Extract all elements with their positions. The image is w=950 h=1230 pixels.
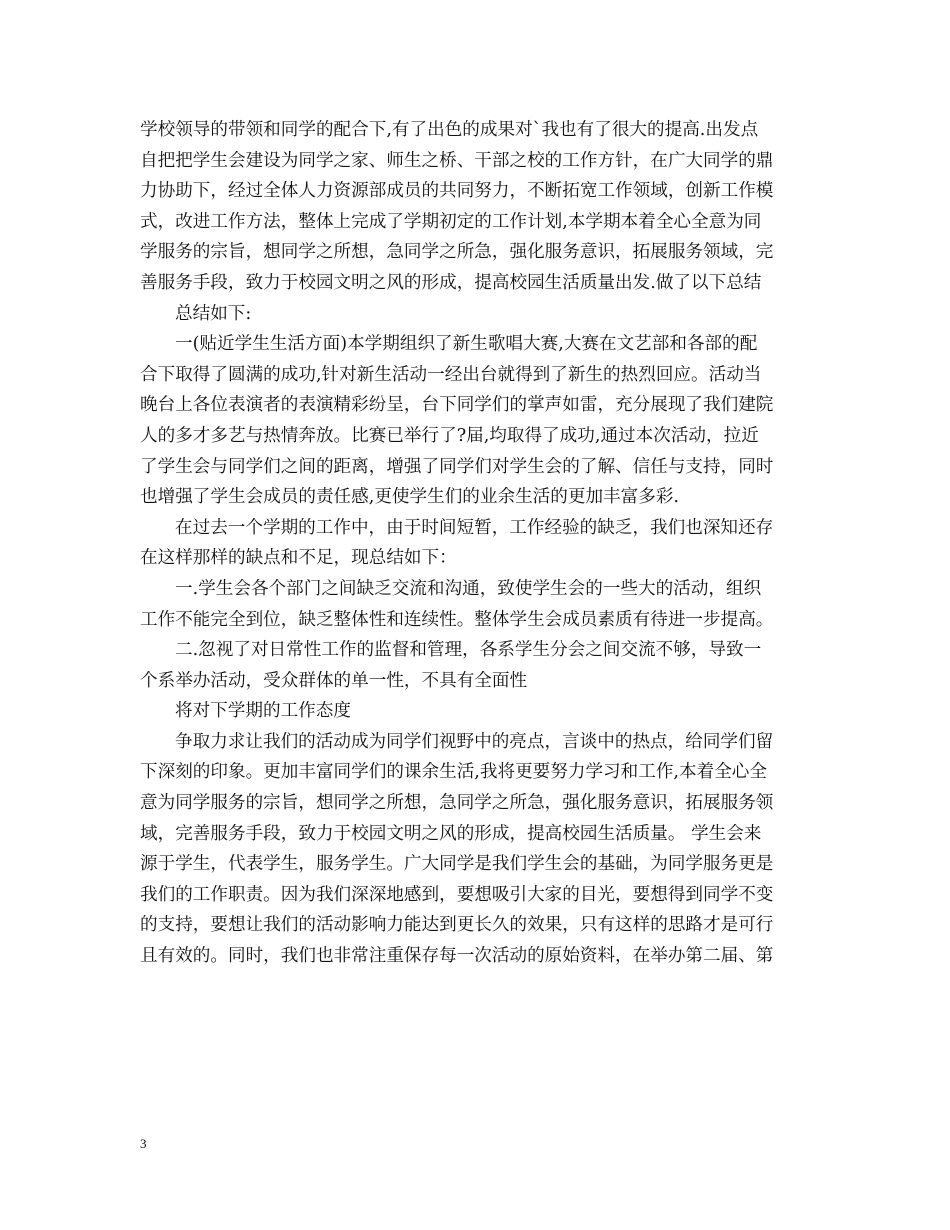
text-line: 二.忽视了对日常性工作的监督和管理，各系学生分会之间交流不够，导致一 <box>175 640 762 661</box>
text-line: 工作不能完全到位，缺乏整体性和连续性。整体学生会成员素质有待进一步提高。 <box>140 609 774 630</box>
text-line: 自把把学生会建设为同学之家、师生之桥、干部之校的工作方针，在广大同学的鼎 <box>140 150 774 171</box>
text-line: 我们的工作职责。因为我们深深地感到，要想吸引大家的目光，要想得到同学不变 <box>140 884 774 905</box>
text-line: 下深刻的印象。更加丰富同学们的课余生活,我将更要努力学习和工作,本着全心全 <box>140 762 767 783</box>
text-line: 且有效的。同时，我们也非常注重保存每一次活动的原始资料，在举办第二届、第 <box>140 946 774 967</box>
text-line: 了学生会与同学们之间的距离，增强了同学们对学生会的了解、信任与支持，同时 <box>140 456 774 477</box>
text-line: 合下取得了圆满的成功,针对新生活动一经出台就得到了新生的热烈回应。活动当 <box>140 364 762 385</box>
text-line: 学校领导的带领和同学的配合下,有了出色的成果对`我也有了很大的提高.出发点 <box>140 120 759 140</box>
text-line: 力协助下，经过全体人力资源部成员的共同努力，不断拓宽工作领域，创新工作模 <box>140 181 774 202</box>
text-line: 域，完善服务手段，致力于校园文明之风的形成，提高校园生活质量。 学生会来 <box>140 823 762 844</box>
text-line: 源于学生，代表学生，服务学生。广大同学是我们学生会的基础，为同学服务更是 <box>140 854 774 875</box>
text-line: 个系举办活动，受众群体的单一性，不具有全面性 <box>140 670 528 691</box>
body-text <box>140 115 812 972</box>
text-line: 晚台上各位表演者的表演精彩纷呈，台下同学们的掌声如雷，充分展现了我们建院 <box>140 395 774 416</box>
text-line: 善服务手段，致力于校园文明之风的形成，提高校园生活质量出发.做了以下总结 <box>140 272 762 293</box>
page-number: 3 <box>140 1136 147 1151</box>
text-line: 争取力求让我们的活动成为同学们视野中的亮点，言谈中的热点，给同学们留 <box>175 731 774 752</box>
text-line: 在过去一个学期的工作中，由于时间短暂，工作经验的缺乏，我们也深知还存 <box>175 517 774 538</box>
text-line: 将对下学期的工作态度 <box>175 701 351 722</box>
text-line: 式，改进工作方法，整体上完成了学期初定的工作计划,本学期本着全心全意为同 <box>140 211 762 232</box>
text-line: 在这样那样的缺点和不足，现总结如下： <box>140 548 457 569</box>
text-line: 意为同学服务的宗旨，想同学之所想，急同学之所急，强化服务意识，拓展服务领 <box>140 793 774 814</box>
text-line: 的支持，要想让我们的活动影响力能达到更长久的效果，只有这样的思路才是可行 <box>140 915 774 936</box>
text-line: 总结如下: <box>175 303 252 324</box>
text-line: 一.学生会各个部门之间缺乏交流和沟通，致使学生会的一些大的活动，组织 <box>175 578 762 599</box>
text-line: 人的多才多艺与热情奔放。比赛已举行了?届,均取得了成功,通过本次活动，拉近 <box>140 425 759 446</box>
text-line: 学服务的宗旨，想同学之所想，急同学之所急，强化服务意识，拓展服务领域，完 <box>140 242 774 263</box>
text-line: 一(贴近学生生活方面)本学期组织了新生歌唱大赛,大赛在文艺部和各部的配 <box>175 334 758 355</box>
text-line: 也增强了学生会成员的责任感,更使学生们的业余生活的更加丰富多彩. <box>140 487 680 508</box>
